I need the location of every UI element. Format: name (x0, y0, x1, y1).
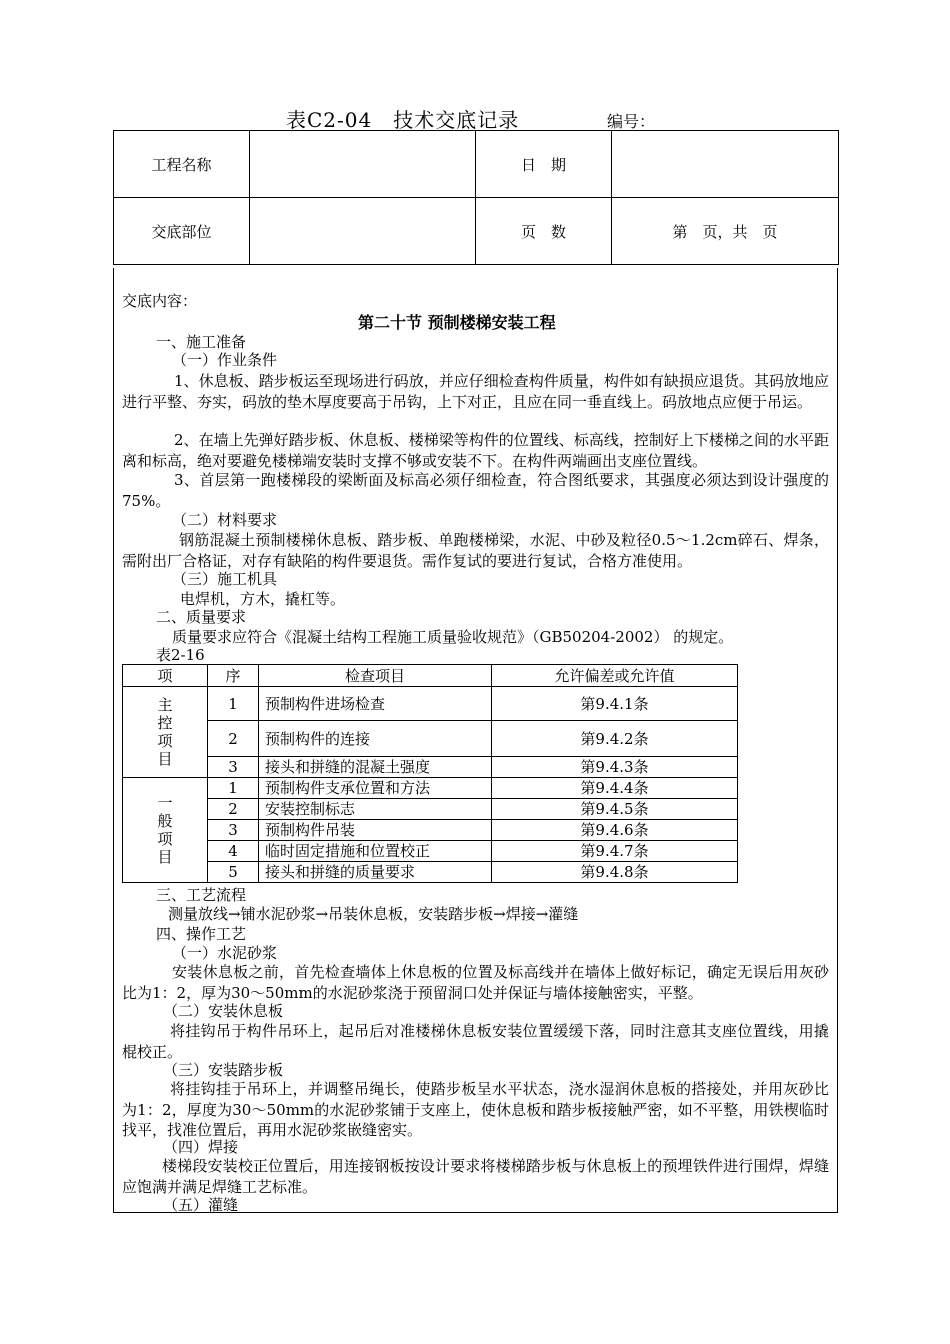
row-item: 预制构件吊装 (259, 820, 492, 841)
row-item: 预制构件进场检查 (259, 687, 492, 721)
heading-process: 三、工艺流程 (156, 886, 247, 904)
general-label (123, 778, 208, 883)
table-row (123, 778, 738, 799)
paragraph-1: 1、休息板、踏步板运至现场进行码放，并应仔细检查构件质量，构件如有缺损应退货。其码放地应进行平整、夯实，码放的垫木厚度要高于吊钩，上下对正，且应在同一垂直线上。码放地点应便于吊运。 (122, 372, 829, 411)
document-title: 表C2-04 技术交底记录 (286, 108, 520, 132)
paragraph-10: 将挂钩挂于吊环上，并调整吊绳长，使踏步板呈水平状态，浇水湿润休息板的搭接处，并用灰砂比为1：2，厚度为30～50mm的水泥砂浆铺于支座上，使休息板和踏步板接触严密，如不平整，用铁楔临时找平，找准位置后，再用水泥砂浆嵌缝密实。 (122, 1080, 829, 1139)
project-name-label: 工程名称 (114, 131, 250, 198)
table-row (123, 862, 738, 883)
quality-table (122, 664, 738, 883)
row-item: 临时固定措施和位置校正 (259, 841, 492, 862)
document-number-label: 编号： (607, 112, 656, 131)
heading-welding: （四）焊接 (163, 1138, 239, 1156)
date-label: 日 期 (476, 131, 612, 198)
general-label-text: 一般项目 (157, 794, 173, 866)
row-no: 1 (208, 778, 259, 799)
table-row (123, 841, 738, 862)
table-caption: 表2-16 (156, 646, 205, 664)
row-item: 安装控制标志 (259, 799, 492, 820)
table-row (123, 687, 738, 721)
heading-grouting: （五）灌缝 (163, 1196, 239, 1214)
row-item: 预制构件的连接 (259, 721, 492, 757)
row-value: 第9.4.2条 (492, 721, 738, 757)
pages-label: 页 数 (476, 198, 612, 265)
paragraph-6: 质量要求应符合《混凝土结构工程施工质量验收规范》（GB50204-2002） 的规定。 (172, 628, 734, 646)
paragraph-5: 电焊机，方木，撬杠等。 (180, 590, 346, 608)
paragraph-9: 将挂钩吊于构件吊环上，起吊后对准楼梯休息板安装位置缓缓下落，同时注意其支座位置线，用撬棍校正。 (122, 1022, 829, 1061)
main-control-label-text: 主控项目 (157, 696, 173, 768)
table-row (123, 721, 738, 757)
row-value: 第9.4.6条 (492, 820, 738, 841)
header-row-project (114, 131, 839, 198)
heading-tread-board: （三）安装踏步板 (163, 1061, 284, 1079)
paragraph-2: 2、在墙上先弹好踏步板、休息板、楼梯梁等构件的位置线、标高线，控制好上下楼梯之间的水平距离和标高，绝对要避免楼梯端安装时支撑不够或安装不下。在构件两端画出支座位置线。 (122, 431, 829, 470)
date-value (612, 131, 839, 198)
paragraph-8: 安装休息板之前，首先检查墙体上休息板的位置及标高线并在墙体上做好标记，确定无误后用灰砂比为1：2，厚为30～50mm的水泥砂浆浇于预留洞口处并保证与墙体接触密实，平整。 (122, 963, 829, 1002)
row-value: 第9.4.4条 (492, 778, 738, 799)
row-item: 接头和拼缝的混凝土强度 (259, 757, 492, 778)
row-no: 4 (208, 841, 259, 862)
row-value: 第9.4.8条 (492, 862, 738, 883)
paragraph-7: 测量放线→铺水泥砂浆→吊装休息板，安装踏步板→焊接→灌缝 (168, 905, 579, 923)
heading-mortar: （一）水泥砂浆 (172, 944, 278, 962)
row-no: 2 (208, 721, 259, 757)
row-no: 2 (208, 799, 259, 820)
paragraph-4: 钢筋混凝土预制楼梯休息板、踏步板、单跑楼梯梁，水泥、中砂及粒径0.5～1.2cm碎石、焊条，需附出厂合格证，对存有缺陷的构件要退货。需作复试的要进行复试，合格方准使用。 (122, 531, 829, 570)
col-header-value: 允许偏差或允许值 (492, 665, 738, 687)
row-value: 第9.4.3条 (492, 757, 738, 778)
row-value: 第9.4.1条 (492, 687, 738, 721)
heading-operation: 四、操作工艺 (156, 925, 247, 943)
row-value: 第9.4.5条 (492, 799, 738, 820)
col-header-no: 序 (208, 665, 259, 687)
paragraph-11: 楼梯段安装校正位置后，用连接钢板按设计要求将楼梯踏步板与休息板上的预埋铁件进行围焊，焊缝应饱满并满足焊缝工艺标准。 (122, 1157, 829, 1196)
table-header-row (123, 665, 738, 687)
paragraph-3: 3、首层第一跑楼梯段的梁断面及标高必须仔细检查，符合图纸要求，其强度必须达到设计强度的75%。 (122, 471, 829, 510)
row-no: 5 (208, 862, 259, 883)
row-item: 预制构件支承位置和方法 (259, 778, 492, 799)
col-header-item: 检查项目 (259, 665, 492, 687)
table-row (123, 757, 738, 778)
table-row (123, 820, 738, 841)
location-label: 交底部位 (114, 198, 250, 265)
row-no: 1 (208, 687, 259, 721)
content-label: 交底内容： (122, 292, 198, 310)
section-heading: 第二十节 预制楼梯安装工程 (358, 313, 556, 332)
table-row (123, 799, 738, 820)
pages-value: 第 页，共 页 (612, 198, 839, 265)
row-value: 第9.4.7条 (492, 841, 738, 862)
project-name-value (250, 131, 476, 198)
col-header-category: 项 (123, 665, 208, 687)
main-control-label (123, 687, 208, 778)
heading-materials: （二）材料要求 (172, 511, 278, 529)
header-table (113, 130, 839, 265)
heading-rest-board: （二）安装休息板 (163, 1002, 284, 1020)
heading-quality: 二、质量要求 (156, 608, 247, 626)
header-row-location (114, 198, 839, 265)
heading-work-conditions: （一）作业条件 (172, 351, 278, 369)
heading-prep: 一、施工准备 (156, 333, 247, 351)
row-no: 3 (208, 757, 259, 778)
location-value (250, 198, 476, 265)
heading-tools: （三）施工机具 (172, 570, 278, 588)
row-no: 3 (208, 820, 259, 841)
row-item: 接头和拼缝的质量要求 (259, 862, 492, 883)
